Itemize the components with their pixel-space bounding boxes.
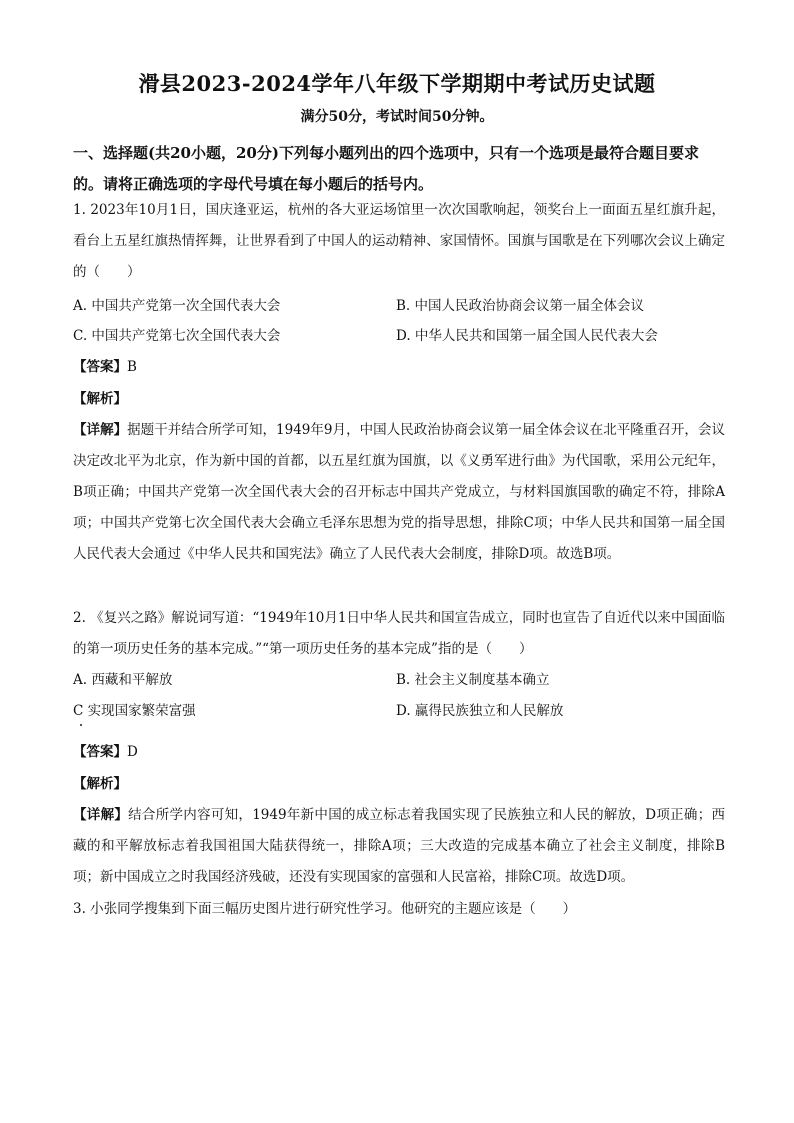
stray-mark [80,724,82,726]
detail-label: 【详解】 [73,422,128,438]
question-2-detail [73,800,725,893]
question-2-stem: 2. 《复兴之路》解说词写道：“1949年10月1日中华人民共和国宣告成立，同时也宣告了自近代以来中国面临的第一项历史任务的基本完成。”“第一项历史任务的基本完成”指的是（ ） [73,610,725,657]
analysis-label: 【解析】 [73,776,127,792]
question-2-option-d: D. 赢得民族独立和人民解放 [396,703,564,719]
question-1-stem: 1. 2023年10月1日，国庆逢亚运，杭州的各大亚运场馆里一次次国歌响起，领奖台上一面面五星红旗升起，看台上五星红旗热情挥舞，让世界看到了中国人的运动精神、家国情怀。国旗与国歌是在下列哪次会议上确定的（ ） [73,202,725,280]
question-2-option-c: C 实现国家繁荣富强 [73,703,196,719]
question-1-option-a: A. 中国共产党第一次全国代表大会 [73,298,281,314]
answer-value: D [127,744,138,760]
answer-label: 【答案】 [73,744,127,760]
question-2-answer [73,742,138,762]
question-1-detail [73,415,725,570]
question-1-analysis-label [73,389,127,409]
detail-text: 据题干并结合所学可知，1949年9月，中国人民政治协商会议第一届全体会议在北平隆重召开，会议决定改北平为北京，作为新中国的首都，以五星红旗为国旗，以《义勇军进行曲》为代国歌，采用公元纪年，B项正确；中国共产党第一次全国代表大会的召开标志中国共产党成立，与材料国旗国歌的确定不符，排除A项；中国共产党第七次全国代表大会确立毛泽东思想为党的指导思想，排除C项；中华人民共和国第一届全国人民代表大会通过《中华人民共和国宪法》确立了人民代表大会制度，排除D项。故选B项。 [73,422,725,562]
question-1-option-b: B. 中国人民政治协商会议第一届全体会议 [396,298,645,314]
exam-title: 滑县2023-2024学年八年级下学期期中考试历史试题 [138,71,656,96]
section-heading: 一、选择题(共20小题，20分)下列每小题列出的四个选项中，只有一个选项是最符合题目要求的。请将正确选项的字母代号填在每小题后的括号内。 [73,144,699,193]
detail-label: 【详解】 [73,807,129,823]
answer-value: B [127,359,137,375]
question-1-answer [73,357,137,377]
detail-text: 结合所学内容可知，1949年新中国的成立标志着我国实现了民族独立和人民的解放，D项正确；西藏的和平解放标志着我国祖国大陆获得统一，排除A项；三大改造的完成基本确立了社会主义制度，排除B项；新中国成立之时我国经济残破，还没有实现国家的富强和人民富裕，排除C项。故选D项。 [73,807,725,885]
question-2-option-a: A. 西藏和平解放 [73,672,173,688]
question-1-option-d: D. 中华人民共和国第一届全国人民代表大会 [396,328,658,344]
question-2-analysis-label [73,774,127,794]
question-2-option-b: B. 社会主义制度基本确立 [396,672,550,688]
question-3-stem: 3. 小张同学搜集到下面三幅历史图片进行研究性学习。他研究的主题应该是（ ） [73,901,577,917]
question-1-option-c: C. 中国共产党第七次全国代表大会 [73,328,281,344]
answer-label: 【答案】 [73,359,127,375]
analysis-label: 【解析】 [73,391,127,407]
exam-subtitle: 满分50分，考试时间50分钟。 [300,109,494,125]
